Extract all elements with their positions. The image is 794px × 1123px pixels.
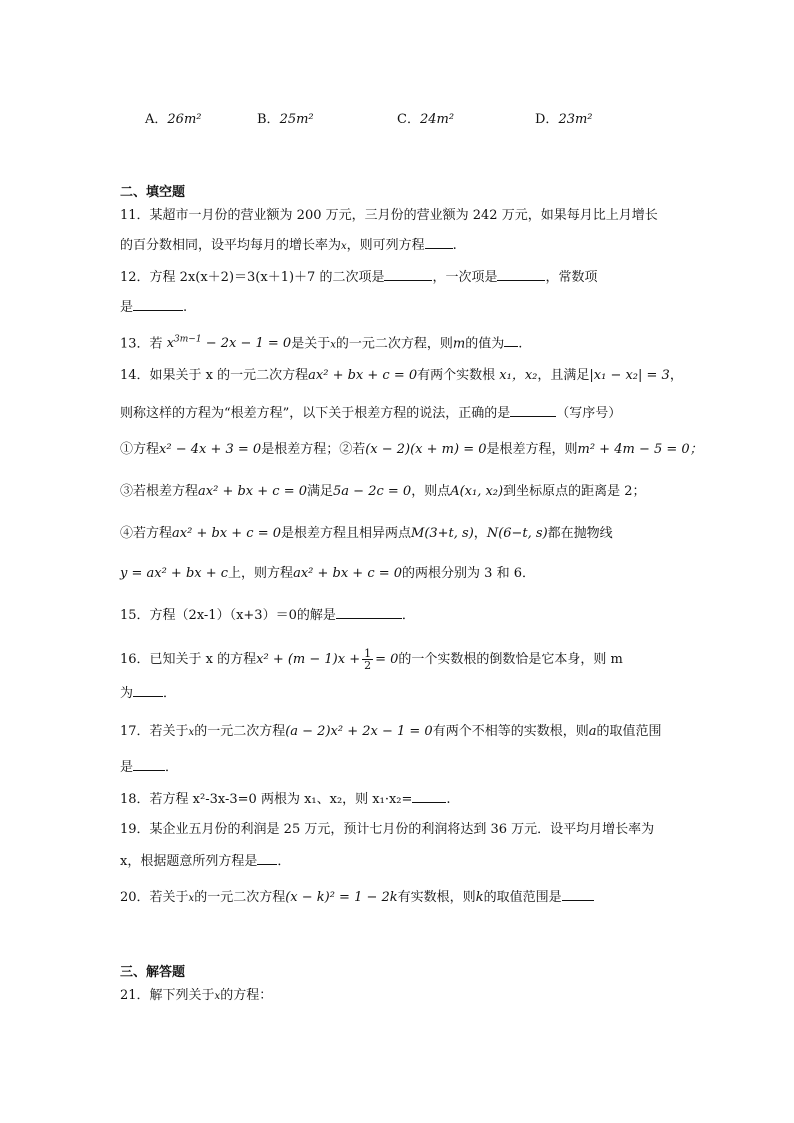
q16-line1: 16．已知关于 x 的方程x² + (m − 1)x + $\frac{1}{2}$ = 0的一个实数根的倒数恰是它本身，则 m	[120, 647, 623, 672]
q14-statement-3: ③若根差方程ax² + bx + c = 0满足5a − 2c = 0，则点A(x₁, x₂)到坐标原点的距离是 2；	[120, 484, 646, 499]
q18: 18．若方程 x²-3x-3=0 两根为 x₁、x₂，则 x₁·x₂= .	[120, 792, 451, 807]
q14-statement-4-line1: ④若方程ax² + bx + c = 0是根差方程且相异两点M(3+t, s)，N(6−t, s)都在抛物线	[120, 526, 613, 541]
q14-line2: 则称这样的方程为“根差方程”，以下关于根差方程的说法，正确的是 （写序号）	[120, 406, 622, 421]
q12-line2: 是 .	[120, 300, 188, 315]
q19-line1: 19．某企业五月份的利润是 25 万元，预计七月份的利润将达到 36 万元．设平均月增长率为	[120, 822, 655, 837]
q14-statement-1-2: ①方程x² − 4x + 3 = 0是根差方程；②若(x − 2)(x + m) = 0是根差方程，则m² + 4m − 5 = 0；	[120, 442, 703, 457]
q11-line1: 11．某超市一月份的营业额为 200 万元，三月份的营业额为 242 万元，如果每月比上月增长	[120, 208, 658, 223]
q11-line2: 的百分数相同，设平均每月的增长率为x，则可列方程 .	[120, 238, 457, 253]
section-2-title: 二、填空题	[120, 185, 186, 200]
option-b: B．25m²	[257, 112, 314, 127]
q21: 21．解下列关于x的方程：	[120, 988, 273, 1003]
q16-line2: 为 ．	[120, 686, 177, 701]
option-d: D．23m²	[535, 112, 593, 127]
option-a: A．26m²	[145, 112, 202, 127]
q17-line1: 17．若关于x的一元二次方程(a − 2)x² + 2x − 1 = 0有两个不相等的实数根，则a的取值范围	[120, 724, 662, 739]
q14-statement-4-line2: y = ax² + bx + c上，则方程ax² + bx + c = 0的两根分别为 3 和 6．	[120, 566, 535, 581]
q13: 13．若 $x^{3m-1} - 2x - 1 = 0$是关于x的一元二次方程，则m的值为 .	[120, 335, 523, 352]
q19-line2: x，根据题意所列方程是 ．	[120, 854, 291, 869]
q14-line1: 14．如果关于 x 的一元二次方程ax² + bx + c = 0有两个实数根 x₁，x₂，且满足|x₁ − x₂| = 3，	[120, 368, 683, 383]
section-3-title: 三、解答题	[120, 965, 186, 980]
option-c: C．24m²	[397, 112, 455, 127]
q17-line2: 是 ．	[120, 760, 179, 775]
q20: 20．若关于x的一元二次方程(x − k)² = 1 − 2k有实数根，则k的取值范围是	[120, 888, 594, 909]
q15: 15．方程（2x-1）（x+3）＝0的解是 ．	[120, 608, 415, 623]
q12-line1: 12．方程 2x(x＋2)＝3(x＋1)＋7 的二次项是 ，一次项是 ，常数项	[120, 270, 598, 285]
